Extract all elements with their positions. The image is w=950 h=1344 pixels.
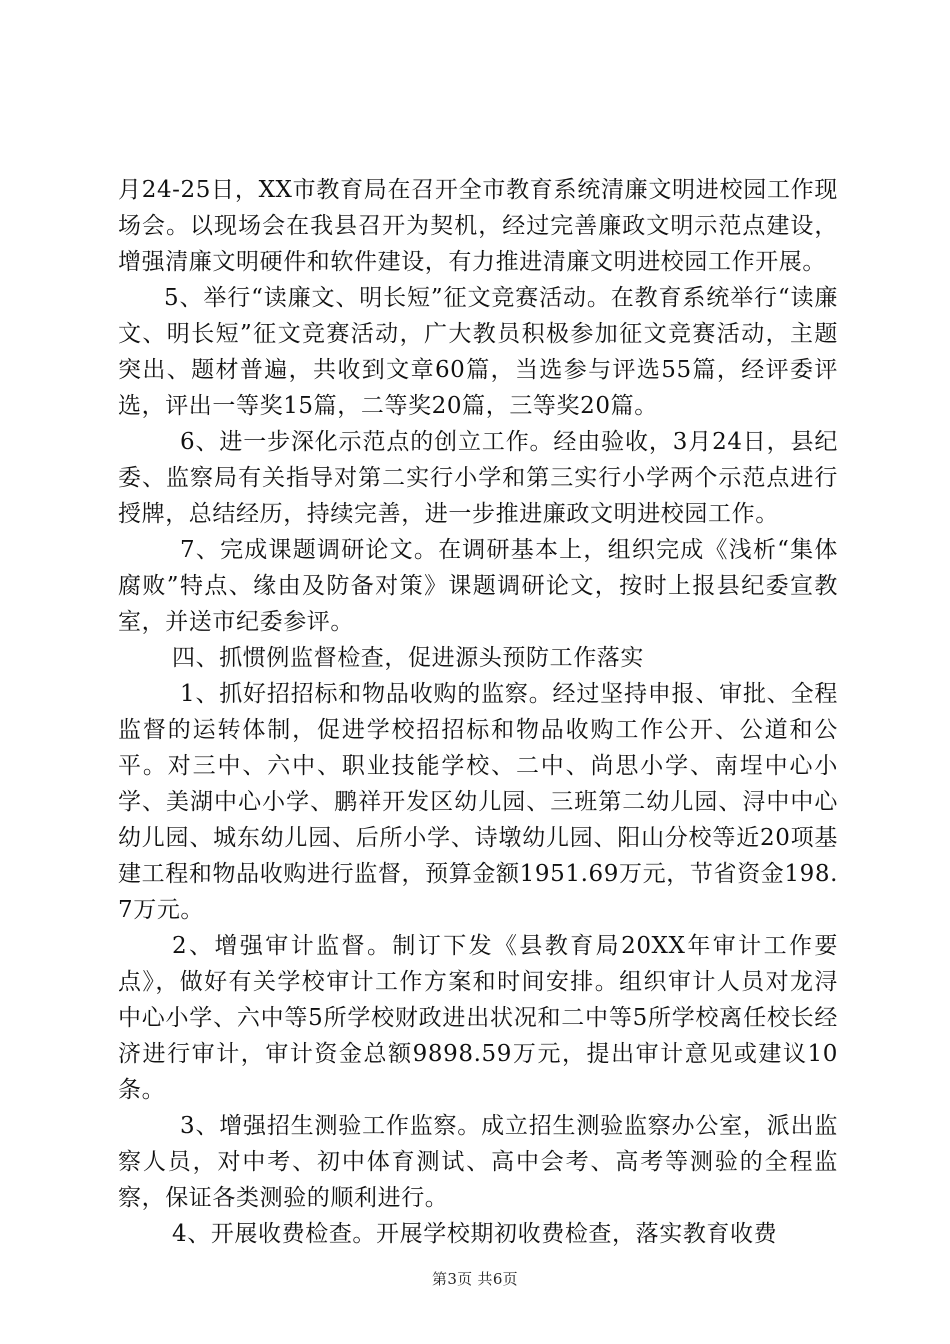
paragraph-item-5: 5、举行“读廉文、明长短”征文竞赛活动。在教育系统举行“读廉文、明长短”征文竞赛活动，广大教员积极参加征文竞赛活动，主题突出、题材普遍，共收到文章60篇，当选参与评选55篇，经评委评选，评出一等奖15篇，二等奖20篇，三等奖20篇。	[118, 285, 838, 419]
paragraph-item-7: 7、完成课题调研论文。在调研基本上，组织完成《浅析“集体腐败”特点、缘由及防备对策》课题调研论文，按时上报县纪委宣教室，并送市纪委参评。	[118, 537, 838, 635]
section-heading-4: 四、抓惯例监督检查，促进源头预防工作落实	[172, 645, 644, 671]
paragraph-item-1: 1、抓好招招标和物品收购的监察。经过坚持申报、审批、全程监督的运转体制，促进学校招招标和物品收购工作公开、公道和公平。对三中、六中、职业技能学校、二中、尚思小学、南埕中心小学、美湖中心小学、鹏祥开发区幼儿园、三班第二幼儿园、浔中中心幼儿园、城东幼儿园、后所小学、诗墩幼儿园、阳山分校等近20项基建工程和物品收购进行监督，预算金额1951.69万元，节省资金198.7万元。	[118, 681, 838, 923]
paragraph-item-3: 3、增强招生测验工作监察。成立招生测验监察办公室，派出监察人员，对中考、初中体育测试、高中会考、高考等测验的全程监察，保证各类测验的顺利进行。	[118, 1113, 838, 1211]
paragraph-continued: 月24-25日，XX市教育局在召开全市教育系统清廉文明进校园工作现场会。以现场会在我县召开为契机，经过完善廉政文明示范点建设，增强清廉文明硬件和软件建设，有力推进清廉文明进校园工作开展。	[118, 177, 838, 275]
document-body	[118, 172, 838, 1252]
paragraph-item-2: 2、增强审计监督。制订下发《县教育局20XX年审计工作要点》，做好有关学校审计工作方案和时间安排。组织审计人员对龙浔中心小学、六中等5所学校财政进出状况和二中等5所学校离任校长经济进行审计，审计资金总额9898.59万元，提出审计意见或建议10条。	[118, 933, 838, 1103]
paragraph-item-6: 6、进一步深化示范点的创立工作。经由验收，3月24日，县纪委、监察局有关指导对第二实行小学和第三实行小学两个示范点进行授牌，总结经历，持续完善，进一步推进廉政文明进校园工作。	[118, 429, 838, 527]
page-number-footer: 第3页 共6页	[432, 1270, 518, 1288]
paragraph-item-4: 4、开展收费检查。开展学校期初收费检查，落实教育收费	[172, 1221, 778, 1247]
